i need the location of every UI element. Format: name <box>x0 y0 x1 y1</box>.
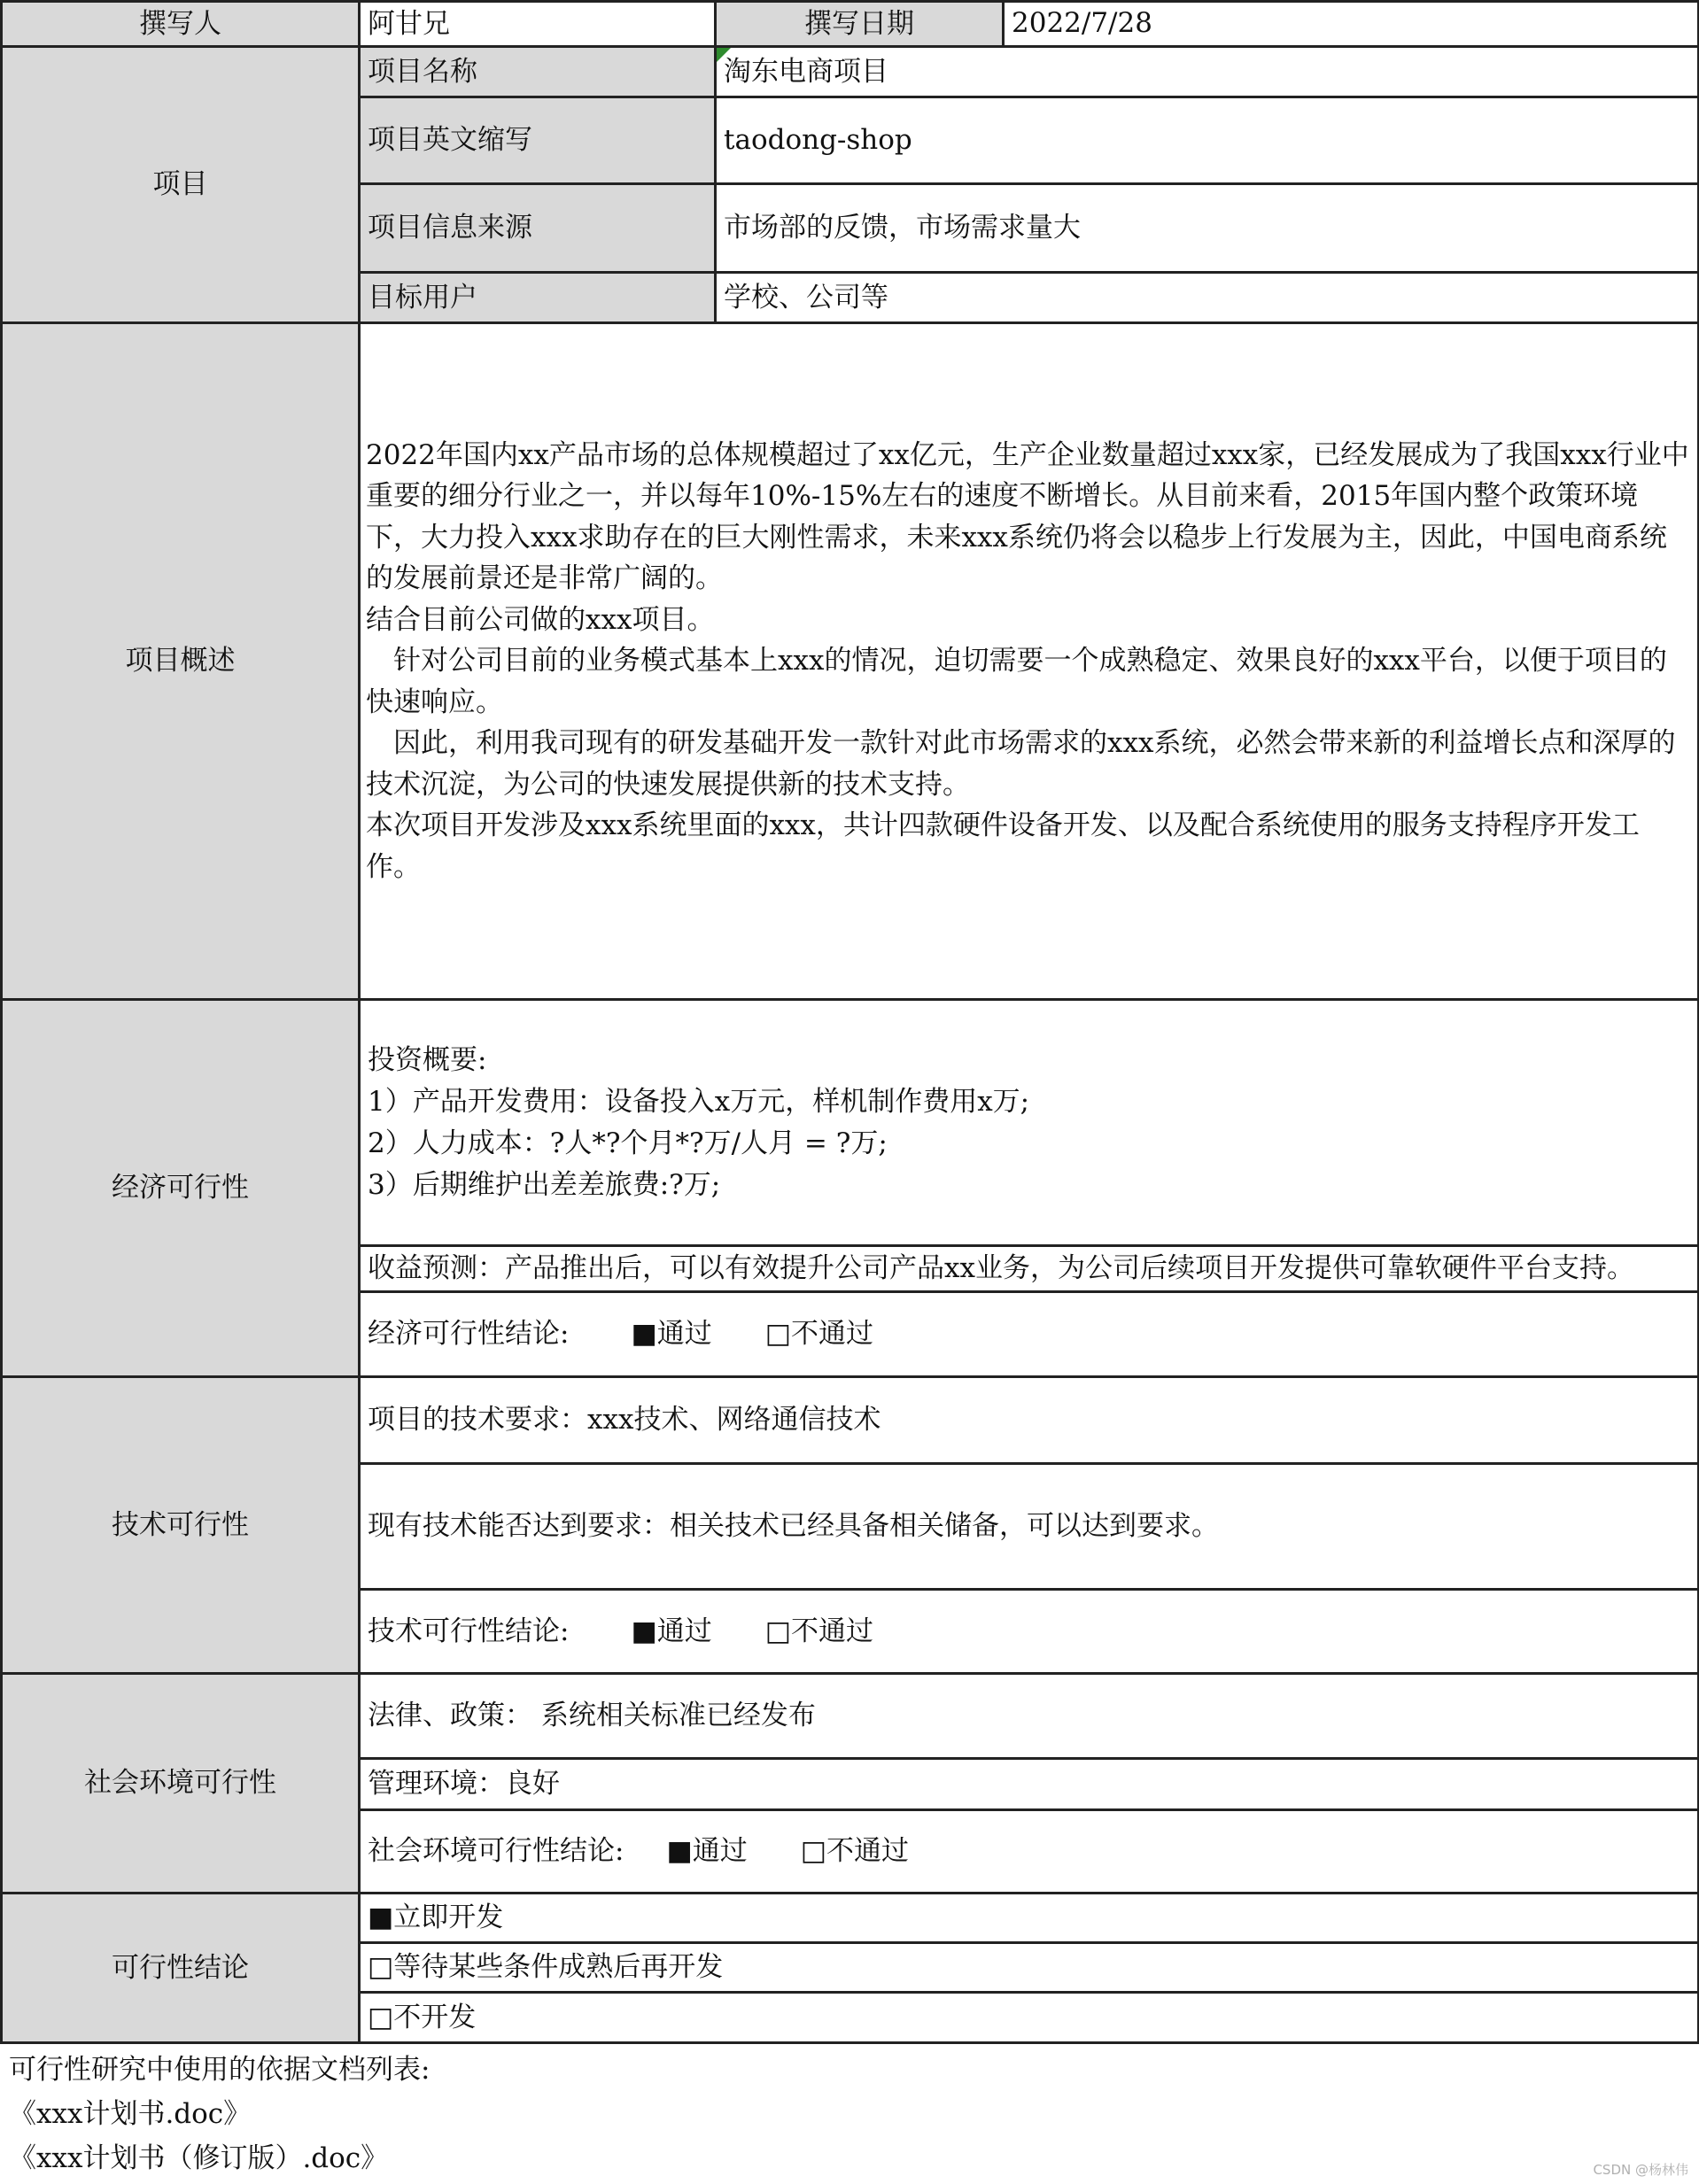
reference-doc: 《xxx计划书（修订版）.doc》 <box>9 2142 389 2174</box>
reference-doc: 《xxx计划书.doc》 <box>9 2098 252 2130</box>
project-source-label: 项目信息来源 <box>360 184 716 273</box>
economic-fail-checkbox: □不通过 <box>764 1318 874 1351</box>
technical-capability: 现有技术能否达到要求：相关技术已经具备相关储备，可以达到要求。 <box>360 1464 1699 1590</box>
overview-paragraph: 因此，利用我司现有的研发基础开发一款针对此市场需求的xxx系统，必然会带来新的利益增长点和深厚的技术沉淀，为公司的快速发展提供新的技术支持。 <box>366 727 1676 801</box>
social-pass-checkbox: ■通过 <box>666 1835 748 1868</box>
technical-section-label: 技术可行性 <box>2 1377 360 1674</box>
watermark: CSDN @杨林伟 <box>1593 2162 1688 2178</box>
author-value: 阿甘兄 <box>360 2 716 47</box>
project-abbr-value: taodong-shop <box>716 97 1699 184</box>
project-abbr-label: 项目英文缩写 <box>360 97 716 184</box>
technical-conclusion <box>360 1590 1699 1674</box>
reference-docs-title: 可行性研究中使用的依据文档列表: <box>9 2054 431 2086</box>
social-conclusion-label: 社会环境可行性结论: <box>368 1835 625 1868</box>
overview-section-label: 项目概述 <box>2 323 360 1000</box>
technical-requirement: 项目的技术要求：xxx技术、网络通信技术 <box>360 1377 1699 1464</box>
date-label: 撰写日期 <box>716 2 1004 47</box>
project-name-value: 淘东电商项目 <box>716 47 1699 97</box>
conclusion-option-wait: □等待某些条件成熟后再开发 <box>360 1943 1699 1993</box>
date-value: 2022/7/28 <box>1004 2 1699 47</box>
invest-item: 2）人力成本：?人*?个月*?万/人月 = ?万; <box>368 1127 888 1159</box>
technical-fail-checkbox: □不通过 <box>764 1615 874 1647</box>
project-users-value: 学校、公司等 <box>716 273 1699 323</box>
economic-section-label: 经济可行性 <box>2 1000 360 1377</box>
social-law: 法律、政策： 系统相关标准已经发布 <box>360 1674 1699 1759</box>
overview-paragraph: 结合目前公司做的xxx项目。 <box>366 603 715 636</box>
overview-content <box>360 323 1699 1000</box>
economic-conclusion-label: 经济可行性结论: <box>368 1318 570 1351</box>
social-fail-checkbox: □不通过 <box>800 1835 910 1868</box>
revenue-forecast: 收益预测：产品推出后，可以有效提升公司产品xx业务，为公司后续项目开发提供可靠软硬件平台支持。 <box>360 1246 1699 1292</box>
author-label: 撰写人 <box>2 2 360 47</box>
economic-conclusion <box>360 1292 1699 1377</box>
invest-summary <box>360 1000 1699 1246</box>
project-name-label: 项目名称 <box>360 47 716 97</box>
overview-paragraph: 本次项目开发涉及xxx系统里面的xxx，共计四款硬件设备开发、以及配合系统使用的服务支持程序开发工作。 <box>366 809 1640 883</box>
project-users-label: 目标用户 <box>360 273 716 323</box>
social-conclusion <box>360 1810 1699 1894</box>
invest-title: 投资概要: <box>368 1043 487 1076</box>
reference-docs <box>0 2041 1697 2184</box>
conclusion-section-label: 可行性结论 <box>2 1894 360 2043</box>
conclusion-option-develop: ■立即开发 <box>360 1894 1699 1943</box>
social-management: 管理环境：良好 <box>360 1759 1699 1810</box>
overview-paragraph: 针对公司目前的业务模式基本上xxx的情况，迫切需要一个成熟稳定、效果良好的xxx平台，以便于项目的快速响应。 <box>366 645 1667 718</box>
overview-paragraph: 2022年国内xx产品市场的总体规模超过了xx亿元，生产企业数量超过xxx家，已经发展成为了我国xxx行业中重要的细分行业之一，并以每年10%-15%左右的速度不断增长。从目前来看，2015年国内整个政策环境下，大力投入xxx求助存在的巨大刚性需求，未来xxx系统仍将会以稳步上行发展为主，因此，中国电商系统的发展前景还是非常广阔的。 <box>366 438 1689 595</box>
conclusion-option-no: □不开发 <box>360 1993 1699 2043</box>
social-section-label: 社会环境可行性 <box>2 1674 360 1894</box>
project-section-label: 项目 <box>2 47 360 323</box>
technical-conclusion-label: 技术可行性结论: <box>368 1615 570 1647</box>
economic-pass-checkbox: ■通过 <box>631 1318 712 1351</box>
invest-item: 1）产品开发费用：设备投入x万元，样机制作费用x万; <box>368 1085 1030 1118</box>
project-source-value: 市场部的反馈，市场需求量大 <box>716 184 1699 273</box>
technical-pass-checkbox: ■通过 <box>631 1615 712 1647</box>
invest-item: 3）后期维护出差差旅费:?万; <box>368 1168 721 1201</box>
